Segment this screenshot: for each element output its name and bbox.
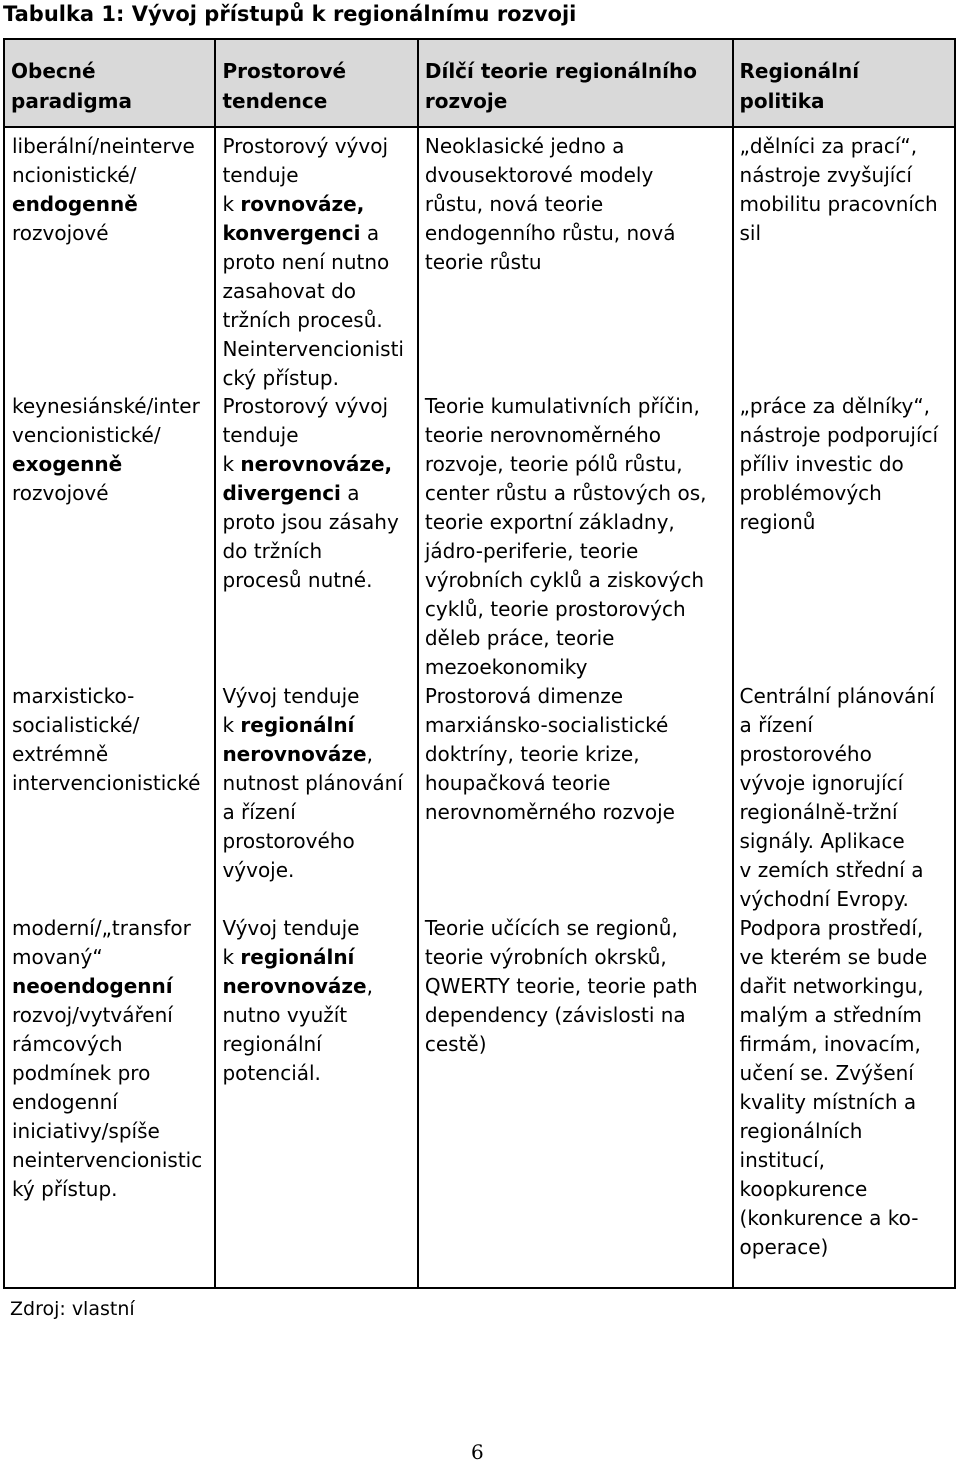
text-line: marxisticko- <box>12 684 135 708</box>
text-line: Vývoj tenduje <box>222 916 360 940</box>
emphasis-text: exogenně <box>12 452 123 476</box>
text-line: regionů <box>739 510 816 534</box>
text-line: firmám, inovacím, <box>739 1032 921 1056</box>
text-line: prostorového <box>222 829 355 853</box>
text-line: regionálních <box>739 1119 863 1143</box>
header-paradigm-line1: Obecné <box>11 59 96 83</box>
text-line: procesů nutné. <box>222 568 373 592</box>
paradigm-liberal <box>5 132 214 248</box>
theories-cumulative-causation <box>419 392 732 682</box>
text-line: ký přístup. <box>12 1177 118 1201</box>
text-line: Teorie kumulativních příčin, <box>424 394 700 418</box>
text-line: teorie výrobních okrsků, <box>424 945 667 969</box>
text-line: zasahovat do <box>222 279 357 303</box>
text-line: rámcových <box>12 1032 123 1056</box>
text-line: QWERTY teorie, teorie path <box>424 974 698 998</box>
text-line: tenduje <box>222 423 299 447</box>
text-line: marxiánsko-socialistické <box>424 713 669 737</box>
text-line: intervencionistické <box>12 771 201 795</box>
text-line: Neoklasické jedno a <box>424 134 625 158</box>
text-line: proto jsou zásahy <box>222 510 399 534</box>
text-line: moderní/„transfor <box>12 916 191 940</box>
tendency-regional-imbalance-potential <box>216 914 416 1088</box>
text-line: , <box>366 742 373 766</box>
text-line: a řízení <box>739 713 813 737</box>
text-line: teorie růstu <box>424 250 542 274</box>
text-line: a <box>360 221 380 245</box>
text-line: kvality místních a <box>739 1090 917 1114</box>
text-line: a <box>340 481 360 505</box>
text-line: dařit networkingu, <box>739 974 924 998</box>
policy-central-planning <box>734 682 954 914</box>
text-line: jádro-periferie, teorie <box>424 539 639 563</box>
text-line: cestě) <box>424 1032 487 1056</box>
policy-workers-to-jobs <box>734 132 954 248</box>
text-line: výrobních cyklů a ziskových <box>424 568 705 592</box>
text-line: Prostorový vývoj <box>222 134 389 158</box>
text-line: regionálně-tržní <box>739 800 898 824</box>
text-line: center růstu a růstových os, <box>424 481 707 505</box>
header-paradigm-line2: paradigma <box>11 89 132 113</box>
spatial-tendencies-column <box>215 127 417 1288</box>
text-line: nástroje podporující <box>739 423 939 447</box>
text-line: (konkurence a ko- <box>739 1206 919 1230</box>
text-line: „dělníci za prací“, <box>739 134 918 158</box>
text-line: k <box>222 945 241 969</box>
text-line: rozvoj/vytváření <box>12 1003 173 1027</box>
text-line: Teorie učících se regionů, <box>424 916 678 940</box>
text-line: extrémně <box>12 742 109 766</box>
emphasis-text: nerovnováze <box>222 742 367 766</box>
text-line: teorie exportní základny, <box>424 510 675 534</box>
text-line: malým a středním <box>739 1003 922 1027</box>
text-line: neintervencionistic <box>12 1148 203 1172</box>
text-line: potenciál. <box>222 1061 321 1085</box>
paradigm-keynesian <box>5 392 214 508</box>
header-spatial-tendencies <box>215 39 417 127</box>
table-body-row <box>4 127 955 1288</box>
text-line: k <box>222 713 241 737</box>
page-number: 6 <box>471 1440 484 1464</box>
theories-neoclassical <box>419 132 732 277</box>
text-line: nástroje zvyšující <box>739 163 912 187</box>
source-note: Zdroj: vlastní <box>10 1298 135 1320</box>
text-line: Prostorová dimenze <box>424 684 624 708</box>
text-line: tržních procesů. <box>222 308 383 332</box>
text-line: endogenní <box>12 1090 118 1114</box>
header-policy-line2: politika <box>739 89 825 113</box>
theories-learning-regions <box>419 914 732 1059</box>
text-line: liberální/neinterve <box>12 134 195 158</box>
text-line: rozvoje, teorie pólů růstu, <box>424 452 683 476</box>
text-line: Prostorový vývoj <box>222 394 389 418</box>
header-paradigm <box>4 39 215 127</box>
header-spatial-line2: tendence <box>222 89 328 113</box>
text-line: dvousektorové modely <box>424 163 654 187</box>
text-line: houpačková teorie <box>424 771 611 795</box>
text-line: socialistické/ <box>12 713 140 737</box>
header-partial-theories <box>418 39 733 127</box>
text-line: růstu, nová teorie <box>424 192 604 216</box>
text-line: iniciativy/spíše <box>12 1119 160 1143</box>
header-theories-line1: Dílčí teorie regionálního <box>424 59 697 83</box>
text-line: rozvojové <box>12 221 109 245</box>
text-line: učení se. Zvýšení <box>739 1061 914 1085</box>
text-line: vývoje. <box>222 858 295 882</box>
text-line: „práce za dělníky“, <box>739 394 931 418</box>
table-caption: Tabulka 1: Vývoj přístupů k regionálnímu rozvoji <box>3 2 577 26</box>
header-spatial-line1: Prostorové <box>222 59 347 83</box>
tendency-convergence <box>216 132 416 393</box>
paradigm-modern <box>5 914 214 1204</box>
text-line: operace) <box>739 1235 829 1259</box>
development-approaches-table <box>3 38 956 1289</box>
text-line: mobilitu pracovních <box>739 192 938 216</box>
emphasis-text: nerovnováze <box>222 974 367 998</box>
text-line: regionální <box>222 1032 322 1056</box>
text-line: tenduje <box>222 163 299 187</box>
text-line: rozvojové <box>12 481 109 505</box>
text-line: mezoekonomiky <box>424 655 588 679</box>
text-line: problémových <box>739 481 882 505</box>
text-line: doktríny, teorie krize, <box>424 742 640 766</box>
text-line: keynesiánské/inter <box>12 394 200 418</box>
text-line: signály. Aplikace <box>739 829 905 853</box>
emphasis-text: neoendogenní <box>12 974 173 998</box>
text-line: vencionistické/ <box>12 423 161 447</box>
text-line: koopkurence <box>739 1177 868 1201</box>
text-line: nerovnoměrného rozvoje <box>424 800 675 824</box>
text-line: teorie nerovnoměrného <box>424 423 661 447</box>
text-line: nutno využít <box>222 1003 348 1027</box>
policy-jobs-to-workers <box>734 392 954 537</box>
text-line: v zemích střední a <box>739 858 924 882</box>
text-line: k <box>222 192 241 216</box>
emphasis-text: regionální <box>240 713 355 737</box>
text-line: do tržních <box>222 539 323 563</box>
text-line: endogenního růstu, nová <box>424 221 676 245</box>
table-header-row <box>4 39 955 127</box>
paradigm-marxist <box>5 682 214 798</box>
text-line: movaný“ <box>12 945 103 969</box>
text-line: děleb práce, teorie <box>424 626 615 650</box>
text-line: Vývoj tenduje <box>222 684 360 708</box>
header-theories-line2: rozvoje <box>424 89 508 113</box>
theories-marxian <box>419 682 732 827</box>
text-line: cký přístup. <box>222 366 339 390</box>
text-line: prostorového <box>739 742 872 766</box>
header-policy-line1: Regionální <box>739 59 860 83</box>
emphasis-text: konvergenci <box>222 221 361 245</box>
regional-policy-column <box>733 127 955 1288</box>
text-line: vývoje ignorující <box>739 771 904 795</box>
partial-theories-column <box>418 127 733 1288</box>
tendency-divergence <box>216 392 416 595</box>
text-line: institucí, <box>739 1148 825 1172</box>
emphasis-text: endogenně <box>12 192 138 216</box>
text-line: Centrální plánování <box>739 684 935 708</box>
text-line: dependency (závislosti na <box>424 1003 686 1027</box>
policy-networking-support <box>734 914 954 1262</box>
text-line: Neintervencionisti <box>222 337 404 361</box>
emphasis-text: divergenci <box>222 481 341 505</box>
text-line: příliv investic do <box>739 452 904 476</box>
text-line: a řízení <box>222 800 296 824</box>
header-regional-policy <box>733 39 955 127</box>
text-line: cyklů, teorie prostorových <box>424 597 686 621</box>
text-line: Podpora prostředí, <box>739 916 924 940</box>
emphasis-text: regionální <box>240 945 355 969</box>
text-line: podmínek pro <box>12 1061 151 1085</box>
text-line: , <box>366 974 373 998</box>
text-line: sil <box>739 221 762 245</box>
paradigm-column <box>4 127 215 1288</box>
text-line: proto není nutno <box>222 250 390 274</box>
text-line: ve kterém se bude <box>739 945 928 969</box>
emphasis-text: rovnováze, <box>240 192 365 216</box>
text-line: k <box>222 452 241 476</box>
text-line: ncionistické/ <box>12 163 137 187</box>
text-line: východní Evropy. <box>739 887 909 911</box>
text-line: nutnost plánování <box>222 771 403 795</box>
tendency-regional-imbalance-planning <box>216 682 416 885</box>
emphasis-text: nerovnováze, <box>240 452 393 476</box>
